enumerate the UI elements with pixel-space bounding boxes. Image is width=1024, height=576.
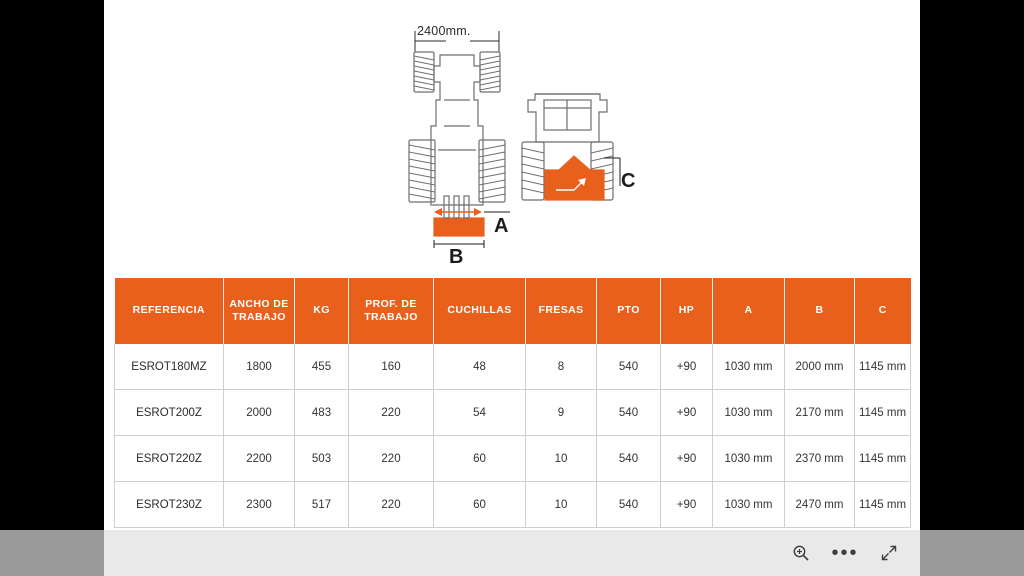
cell-kg: 455 xyxy=(295,344,349,390)
dimension-letter-c: C xyxy=(621,170,636,192)
cell-kg: 503 xyxy=(295,436,349,482)
cell-fresas: 8 xyxy=(526,344,597,390)
width-dimension-label: 2400mm. xyxy=(417,24,471,38)
column-header-c: C xyxy=(855,278,911,344)
specifications-table xyxy=(114,278,911,528)
cell-a: 1030 mm xyxy=(713,436,785,482)
column-header-kg: KG xyxy=(295,278,349,344)
cell-ancho: 1800 xyxy=(224,344,295,390)
cell-prof: 160 xyxy=(349,344,434,390)
cell-hp: +90 xyxy=(661,436,713,482)
table-row xyxy=(115,390,911,436)
cell-cuchillas: 60 xyxy=(434,482,526,528)
cell-kg: 517 xyxy=(295,482,349,528)
cell-cuchillas: 60 xyxy=(434,436,526,482)
table-header-row xyxy=(115,278,911,344)
zoom-in-icon[interactable] xyxy=(788,540,814,566)
cell-c: 1145 mm xyxy=(855,482,911,528)
cell-cuchillas: 54 xyxy=(434,390,526,436)
cell-reference: ESROT180MZ xyxy=(115,344,224,390)
cell-reference: ESROT200Z xyxy=(115,390,224,436)
cell-hp: +90 xyxy=(661,482,713,528)
cell-prof: 220 xyxy=(349,436,434,482)
cell-pto: 540 xyxy=(597,436,661,482)
column-header-b: B xyxy=(785,278,855,344)
viewer-toolbar xyxy=(104,530,920,576)
cell-c: 1145 mm xyxy=(855,436,911,482)
cell-ancho: 2300 xyxy=(224,482,295,528)
table-row xyxy=(115,344,911,390)
cell-a: 1030 mm xyxy=(713,344,785,390)
more-options-icon[interactable] xyxy=(832,540,858,566)
cell-c: 1145 mm xyxy=(855,344,911,390)
dimension-letter-b: B xyxy=(449,246,464,268)
fullscreen-icon[interactable] xyxy=(876,540,902,566)
machine-diagram xyxy=(104,0,920,268)
cell-b: 2000 mm xyxy=(785,344,855,390)
column-header-cuchillas: CUCHILLAS xyxy=(434,278,526,344)
cell-hp: +90 xyxy=(661,344,713,390)
document-page xyxy=(104,0,920,530)
cell-prof: 220 xyxy=(349,390,434,436)
cell-kg: 483 xyxy=(295,390,349,436)
diagram-svg xyxy=(104,0,920,268)
cell-ancho: 2200 xyxy=(224,436,295,482)
viewer-right-filler xyxy=(920,530,1024,576)
fullscreen-glyph xyxy=(880,544,898,562)
cell-a: 1030 mm xyxy=(713,390,785,436)
cell-pto: 540 xyxy=(597,344,661,390)
column-header-fresas: FRESAS xyxy=(526,278,597,344)
column-header-pto: PTO xyxy=(597,278,661,344)
cell-b: 2470 mm xyxy=(785,482,855,528)
cell-pto: 540 xyxy=(597,390,661,436)
cell-reference: ESROT230Z xyxy=(115,482,224,528)
column-header-prof-de-trabajo: PROF. DE TRABAJO xyxy=(349,278,434,344)
cell-b: 2170 mm xyxy=(785,390,855,436)
cell-fresas: 10 xyxy=(526,482,597,528)
cell-c: 1145 mm xyxy=(855,390,911,436)
cell-hp: +90 xyxy=(661,390,713,436)
cell-prof: 220 xyxy=(349,482,434,528)
cell-reference: ESROT220Z xyxy=(115,436,224,482)
table-row xyxy=(115,436,911,482)
cell-pto: 540 xyxy=(597,482,661,528)
cell-fresas: 10 xyxy=(526,436,597,482)
cell-ancho: 2000 xyxy=(224,390,295,436)
more-options-glyph: ••• xyxy=(831,542,859,564)
cell-cuchillas: 48 xyxy=(434,344,526,390)
table-row xyxy=(115,482,911,528)
column-header-hp: HP xyxy=(661,278,713,344)
cell-b: 2370 mm xyxy=(785,436,855,482)
column-header-ancho-de-trabajo: ANCHO DE TRABAJO xyxy=(224,278,295,344)
cell-fresas: 9 xyxy=(526,390,597,436)
cell-a: 1030 mm xyxy=(713,482,785,528)
viewer-left-filler xyxy=(0,530,104,576)
zoom-in-glyph xyxy=(792,544,810,562)
column-header-a: A xyxy=(713,278,785,344)
dimension-letter-a: A xyxy=(494,215,509,237)
column-header-referencia: REFERENCIA xyxy=(115,278,224,344)
